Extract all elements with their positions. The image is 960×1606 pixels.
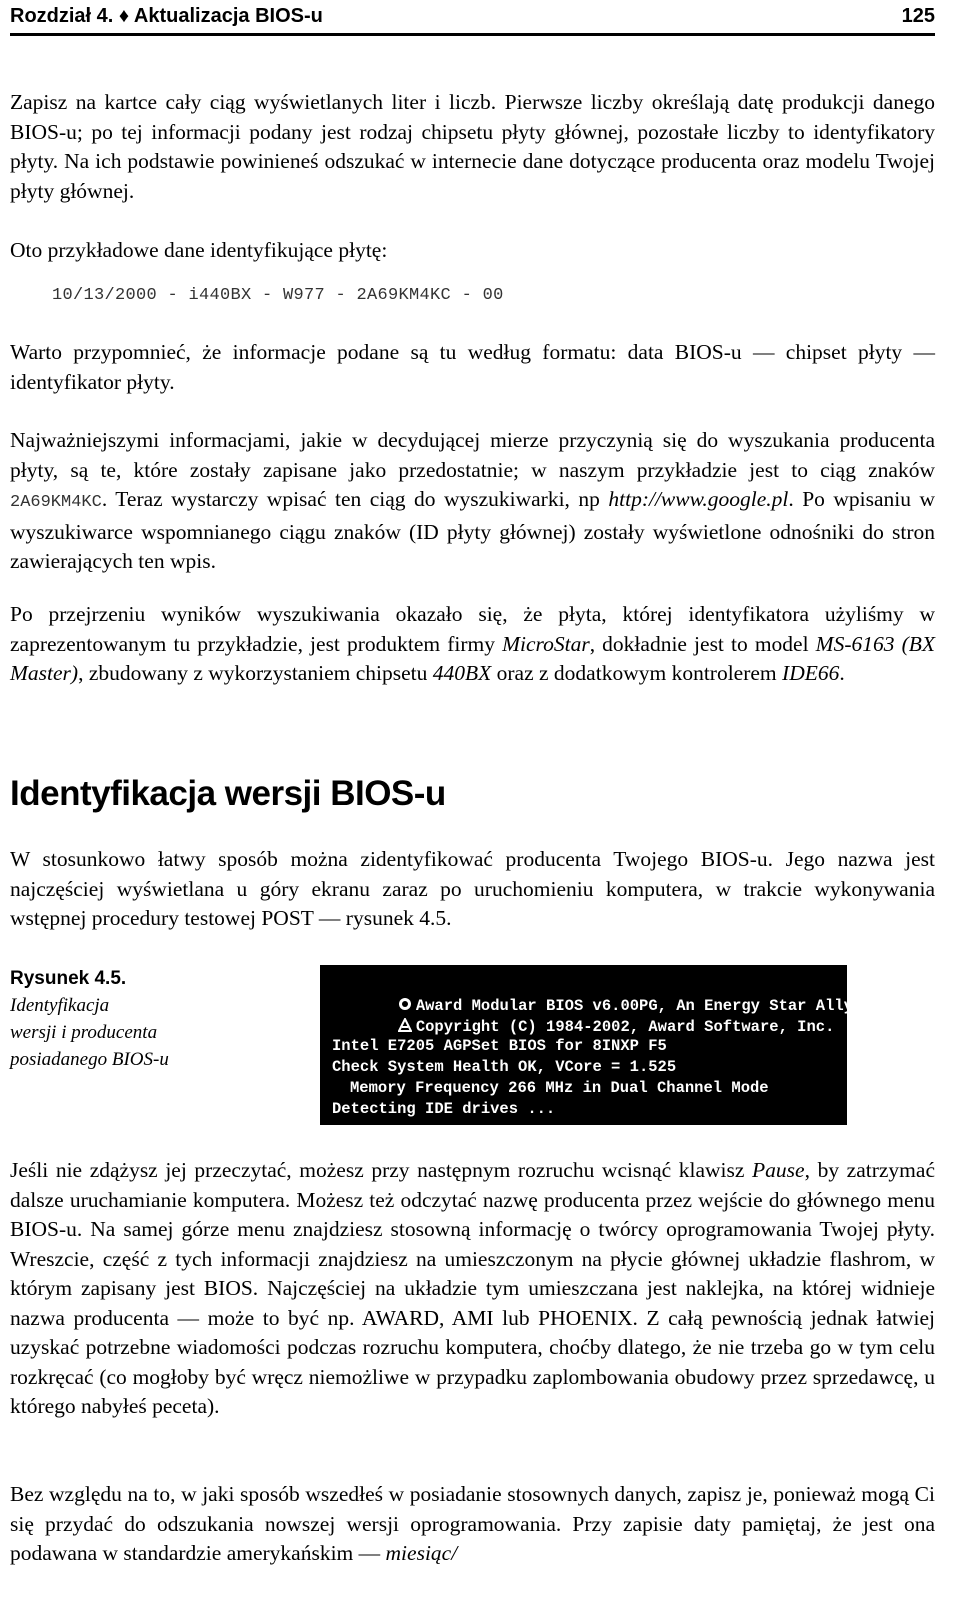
paragraph-3-text: Warto przypomnieć, że informacje podane są tu według formatu: data BIOS-u — chipset płyty — identyfikator płyty. xyxy=(10,340,935,394)
paragraph-4-part1: Najważniejszymi informacjami, jakie w decydującej mierze przyczynią się do wyszukania producenta płyty, są te, które zostały zapisane jako przedostatnie; w naszym przykładzie jest to ciąg znaków xyxy=(10,428,935,482)
figure-caption xyxy=(10,966,240,1073)
paragraph-5-part4: oraz z dodatkowym kontrolerem xyxy=(491,661,783,685)
paragraph-5 xyxy=(10,600,935,689)
pause-key: Pause xyxy=(752,1158,805,1182)
paragraph-1-text: Zapisz na kartce cały ciąg wyświetlanych liter i liczb. Pierwsze liczby określają datę produkcji danego BIOS-u; po tej informacji podany jest rodzaj chipsetu płyty głównej, pozostałe liczby to identyfikatory płyty. Na ich podstawie powinieneś odszukać w internecie dane dotyczące producenta oraz modelu Twojej płyty głównej. xyxy=(10,90,935,203)
paragraph-5-part1: Po przejrzeniu wyników wyszukiwania okazało się, że płyta, której identyfikatora użyliśmy w zaprezentowanym tu przykładzie, jest produktem firmy xyxy=(10,602,935,656)
controller-name: IDE66 xyxy=(782,661,840,685)
paragraph-3 xyxy=(10,338,935,397)
paragraph-4-part3: . Po wpisaniu w wyszukiwarce wspomnianego ciągu znaków (ID płyty głównej) zostały wyświetlone odnośniki do stron zawierających ten wpis. xyxy=(10,487,935,573)
paragraph-4-text xyxy=(10,426,935,577)
bios-text-5a: Memory Frequency xyxy=(350,1079,509,1097)
figure-caption-line-1: Identyfikacja xyxy=(10,995,110,1016)
award-logo-icon xyxy=(398,1018,412,1032)
bios-screen-image xyxy=(320,965,853,1125)
paragraph-8-text xyxy=(10,1480,935,1569)
paragraph-2 xyxy=(10,236,935,266)
section-heading: Identyfikacja wersji BIOS-u xyxy=(10,774,446,813)
maker-name: MicroStar xyxy=(502,631,590,656)
chipset-name: 440BX xyxy=(432,661,492,685)
paragraph-1 xyxy=(10,88,935,206)
paragraph-5-part2: , dokładnie jest to model xyxy=(589,631,816,656)
bios-line-6: Detecting IDE drives ... xyxy=(332,1100,556,1118)
paragraph-5-text xyxy=(10,600,935,689)
search-url: http://www.google.pl xyxy=(608,487,789,511)
running-header xyxy=(10,0,935,36)
memory-frequency-value: 266 MHz xyxy=(508,1079,574,1097)
paragraph-7-text xyxy=(10,1156,935,1422)
figure-caption-line-2: wersji i producenta xyxy=(10,1022,158,1043)
bios-text-1: Award Modular BIOS v6.00PG, An Energy Star Ally xyxy=(415,997,853,1015)
figure-caption-line-3: posiadanego BIOS-u xyxy=(10,1049,169,1070)
paragraph-7 xyxy=(10,1156,935,1422)
paragraph-8-tail: miesiąc/ xyxy=(385,1541,458,1565)
page-number: 125 xyxy=(901,5,935,27)
board-id-code: 2A69KM4KC xyxy=(10,493,102,512)
paragraph-7-part1: Jeśli nie zdążysz jej przeczytać, możesz przy następnym rozruchu wcisnąć klawisz xyxy=(10,1158,753,1182)
code-example: 10/13/2000 - i440BX - W977 - 2A69KM4KC - 00 xyxy=(52,286,504,305)
paragraph-5-part5: . xyxy=(839,661,845,685)
paragraph-8-part1: Bez względu na to, w jaki sposób wszedłeś w posiadanie stosownych danych, zapisz je, ponieważ mogą Ci się przydać do odszukania nowszej wersji oprogramowania. Przy zapisie daty pamiętaj, że jest ona podawana w standardzie amerykańskim — xyxy=(10,1482,935,1565)
model-name: MS-6163 (BX Master) xyxy=(10,631,935,685)
paragraph-2-text: Oto przykładowe dane identyfikujące płytę: xyxy=(10,238,388,262)
paragraph-4 xyxy=(10,426,935,577)
paragraph-4-part2: . Teraz wystarczy wpisać ten ciąg do wyszukiwarki, np xyxy=(101,487,609,511)
paragraph-5-part3: , zbudowany z wykorzystaniem chipsetu xyxy=(78,661,433,685)
paragraph-6 xyxy=(10,845,935,934)
bios-text-5c: in Dual Channel Mode xyxy=(573,1079,769,1097)
chapter-title: Rozdział 4. ♦ Aktualizacja BIOS-u xyxy=(10,5,323,27)
figure-label: Rysunek 4.5. xyxy=(10,968,127,989)
bios-line-3: Intel E7205 AGPSet BIOS for 8INXP F5 xyxy=(332,1037,667,1055)
bios-line-4: Check System Health OK, VCore = 1.525 xyxy=(332,1058,677,1076)
bios-text-2: Copyright (C) 1984-2002, Award Software, Inc. xyxy=(415,1018,835,1036)
paragraph-8 xyxy=(10,1480,935,1569)
paragraph-7-part2: , by zatrzymać dalsze uruchamianie komputera. Możesz też odczytać nazwę producenta przez wejście do głównego menu BIOS-u. Na samej górze menu znajdziesz stosowną informację o twórcy oprogramowania Twojej płyty. Wreszcie, część z tych informacji znajdziesz na umieszczonym na płycie głównej układzie flashrom, w którym zapisany jest BIOS. Najczęściej na układzie tym umieszczana jest naklejka, na której widnieje nazwa producenta — może to być np. AWARD, AMI lub PHOENIX. Z całą pewnością jednak łatwiej uzyskać potrzebne wiadomości podczas rozruchu komputera, choćby dlatego, że nie trzeba go w tym celu rozkręcać (co mogłoby być wręcz niemożliwe w przypadku zaplombowania obudowy przez sprzedawcę, u którego nabyłeś peceta). xyxy=(10,1158,935,1418)
bios-line-5 xyxy=(350,1078,769,1099)
paragraph-6-text: W stosunkowo łatwy sposób można zidentyfikować producenta Twojego BIOS-u. Jego nazwa jest najczęściej wyświetlana u góry ekranu zaraz po uruchomieniu komputera, w trakcie wykonywania wstępnej procedury testowej POST — rysunek 4.5. xyxy=(10,847,935,930)
